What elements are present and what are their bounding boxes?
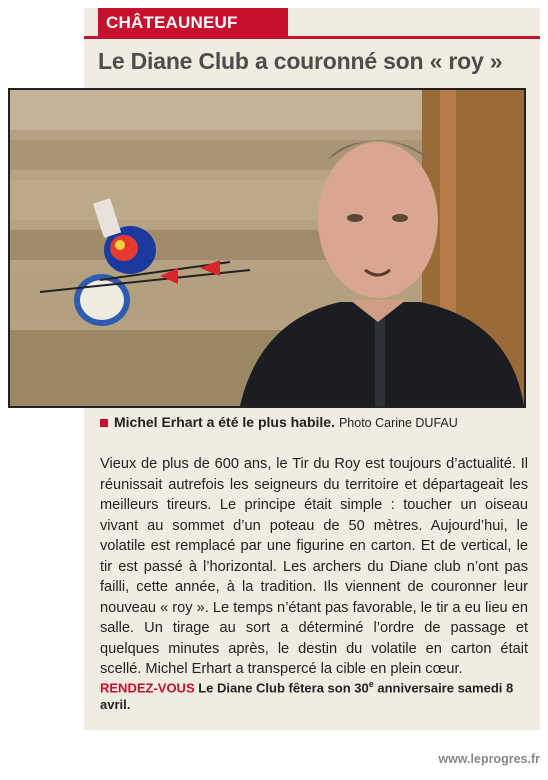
section-tag: CHÂTEAUNEUF bbox=[98, 8, 288, 36]
article-body: Vieux de plus de 600 ans, le Tir du Roy est toujours d’actualité. Il réunissait autrefois les seigneurs du territoire et départageait les meilleurs tireurs. Le principe était simple : toucher un oiseau vivant au sommet d’un poteau de 50 mètres. Aujourd’hui, le volatile est remplacé par une figurine en carton. Et de vertical, le tir est passé à l’horizontal. Les archers du Diane club n’ont pas failli, cette année, à la tradition. Ils viennent de couronner leur nouveau « roy ». Le temps n’étant pas favorable, le tir a eu lieu en salle. Un tirage au sort a déterminé l’ordre de passage et quelques minutes après, le destin du volatile en carton était scellé. Michel Erhart a transpercé la cible en plein cœur. bbox=[100, 456, 528, 677]
rendezvous-ordinal: e bbox=[368, 679, 374, 689]
photo-caption bbox=[100, 414, 540, 430]
photo-credit: Photo Carine DUFAU bbox=[338, 416, 458, 430]
site-url[interactable]: www.leprogres.fr bbox=[438, 752, 540, 766]
bullet-square-icon bbox=[100, 419, 108, 427]
rendezvous-label: RENDEZ-VOUS bbox=[100, 680, 195, 696]
rendezvous-text-2: anniversaire samedi 8 avril. bbox=[100, 680, 514, 713]
rendezvous-text-1: Le Diane Club fêtera son 30 bbox=[194, 680, 369, 696]
rendezvous-note bbox=[100, 676, 530, 713]
headline: Le Diane Club a couronné son « roy » bbox=[98, 48, 503, 74]
photo-archer-and-target bbox=[10, 90, 524, 406]
section-rule bbox=[84, 36, 540, 39]
caption-text: Michel Erhart a été le plus habile. bbox=[114, 414, 335, 430]
article-photo bbox=[8, 88, 526, 408]
